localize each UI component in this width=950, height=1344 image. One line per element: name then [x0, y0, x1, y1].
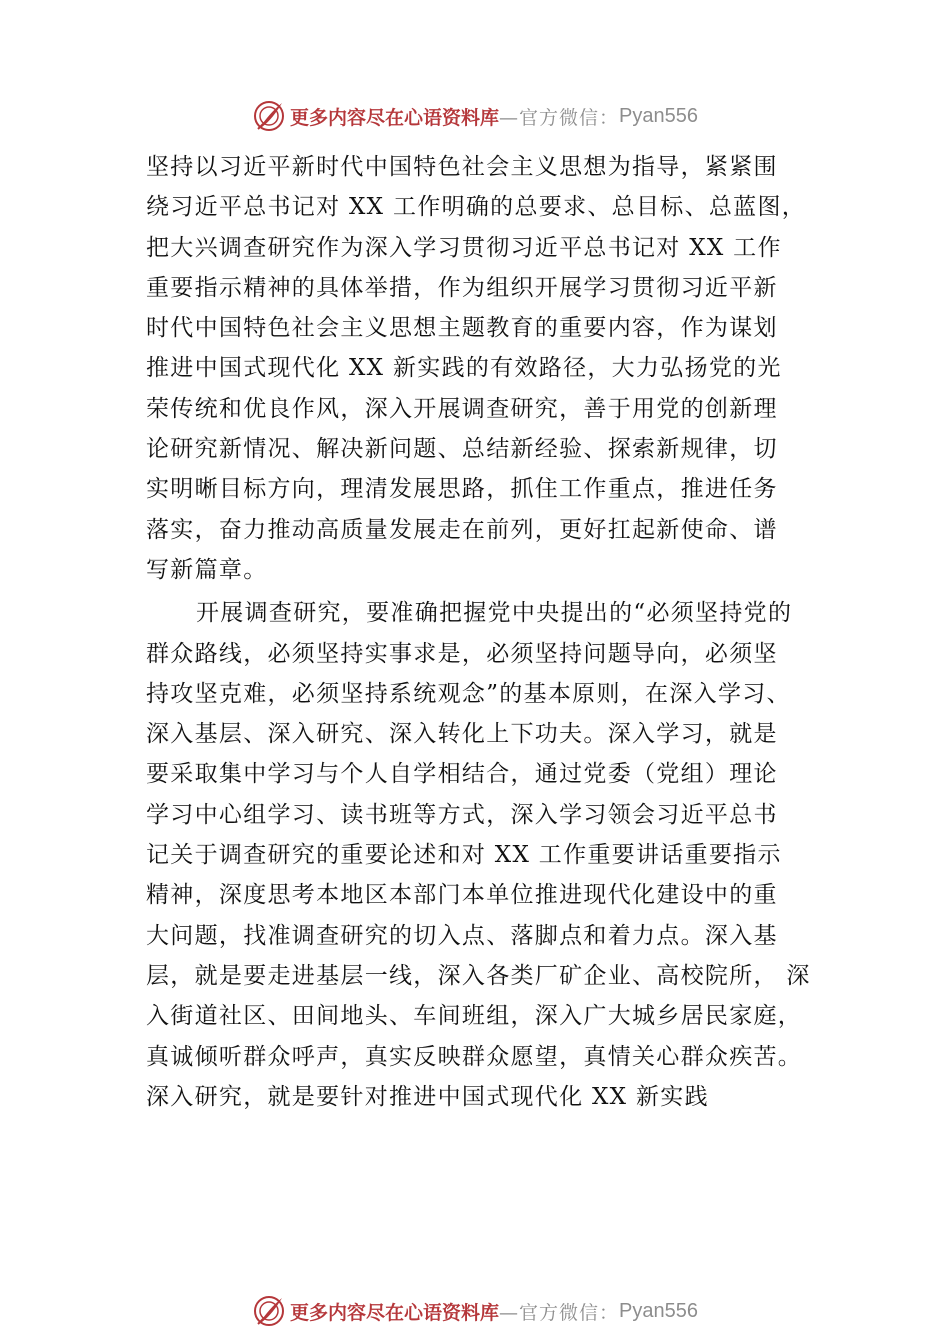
document-body	[146, 147, 826, 1117]
text-line: 落实，奋力推动高质量发展走在前列，更好扛起新使命、谱	[146, 516, 778, 543]
text-line: 记关于调查研究的重要论述和对 XX 工作重要讲话重要指示	[146, 842, 782, 869]
text-line: 推进中国式现代化 XX 新实践的有效路径，大力弘扬党的光	[146, 355, 782, 382]
quill-logo-icon	[252, 1294, 286, 1328]
text-line: 绕习近平总书记对 XX 工作明确的总要求、总目标、总蓝图，	[146, 194, 807, 221]
footer-wechat-id: Pyan556	[619, 1299, 698, 1322]
header-wechat-label: —官方微信：	[499, 106, 620, 129]
text-line: 深入基层、深入研究、深入转化上下功夫。深入学习，就是	[146, 721, 778, 748]
text-line: 精神，深度思考本地区本部门本单位推进现代化建设中的重	[146, 882, 778, 909]
header-wechat-id: Pyan556	[619, 104, 698, 127]
text-line: 群众路线，必须坚持实事求是，必须坚持问题导向，必须坚	[146, 640, 778, 667]
footer-wechat-label: —官方微信：	[499, 1301, 620, 1324]
footer-banner	[0, 1291, 950, 1331]
text-line: 写新篇章。	[146, 556, 268, 583]
text-line: 真诚倾听群众呼声，真实反映群众愿望，真情关心群众疾苦。	[146, 1043, 803, 1070]
text-line: 重要指示精神的具体举措，作为组织开展学习贯彻习近平新	[146, 274, 778, 301]
text-line: 时代中国特色社会主义思想主题教育的重要内容，作为谋划	[146, 315, 778, 342]
footer-brand-text: 更多内容尽在心语资料库	[290, 1301, 500, 1324]
text-line: 坚持以习近平新时代中国特色社会主义思想为指导，紧紧围	[146, 154, 778, 180]
header-banner	[0, 96, 950, 136]
text-line: 持攻坚克难，必须坚持系统观念”的基本原则，在深入学习、	[146, 680, 791, 707]
header-brand-text: 更多内容尽在心语资料库	[290, 106, 500, 129]
text-line: 论研究新情况、解决新问题、总结新经验、探索新规律，切	[146, 436, 778, 463]
text-line: 入街道社区、田间地头、车间班组，深入广大城乡居民家庭，	[146, 1003, 803, 1030]
text-line: 把大兴调查研究作为深入学习贯彻习近平总书记对 XX 工作	[146, 234, 782, 261]
text-line: 大问题，找准调查研究的切入点、落脚点和着力点。深入基	[146, 922, 778, 949]
text-line: 深入研究，就是要针对推进中国式现代化 XX 新实践	[146, 1083, 709, 1110]
text-line: 要采取集中学习与个人自学相结合，通过党委（党组）理论	[146, 761, 778, 788]
text-line: 实明晰目标方向，理清发展思路，抓住工作重点，推进任务	[146, 476, 778, 503]
text-line: 学习中心组学习、读书班等方式，深入学习领会习近平总书	[146, 801, 778, 828]
quill-logo-icon	[252, 99, 286, 133]
text-line: 层，就是要走进基层一线，深入各类厂矿企业、高校院所， 深	[146, 962, 811, 989]
text-line: 荣传统和优良作风，深入开展调查研究，善于用党的创新理	[146, 395, 778, 422]
text-line: 开展调查研究，要准确把握党中央提出的“必须坚持党的	[196, 600, 793, 627]
